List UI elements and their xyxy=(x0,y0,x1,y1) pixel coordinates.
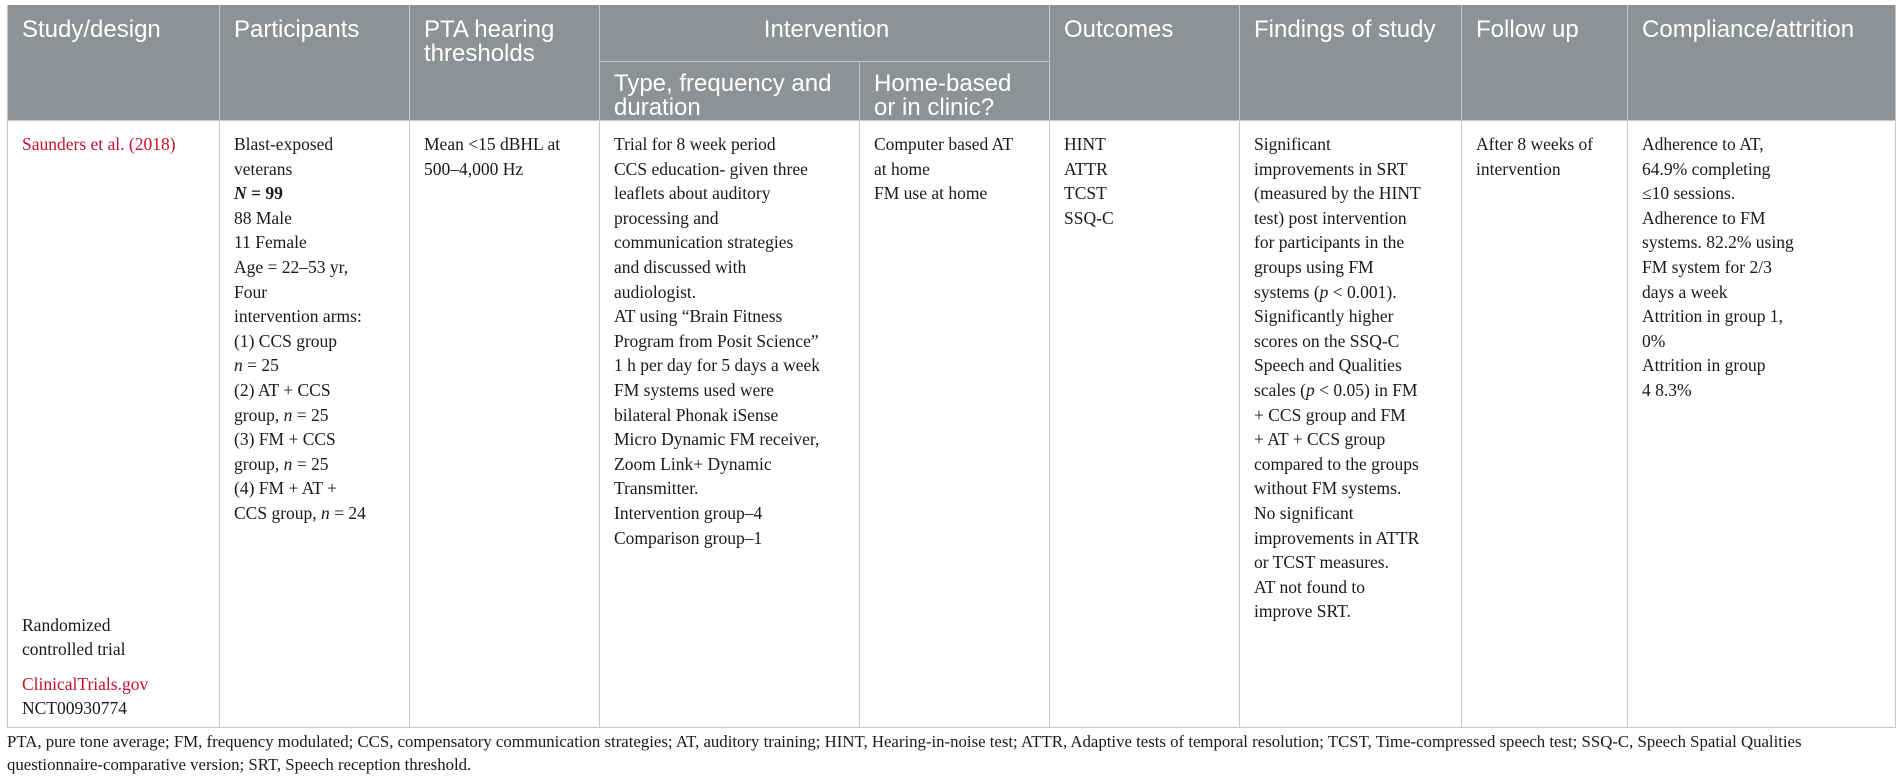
participants-line: (2) AT + CCS xyxy=(234,379,331,400)
findings-line: improvements in SRT xyxy=(1254,158,1408,179)
header-participants: Participants xyxy=(220,5,410,121)
type-line: Micro Dynamic FM receiver, xyxy=(614,429,820,450)
type-line: processing and xyxy=(614,207,719,228)
registry-link[interactable]: ClinicalTrials.gov xyxy=(22,673,149,694)
header-home-clinic: Home-based or in clinic? xyxy=(860,62,1050,121)
study-citation[interactable] xyxy=(22,132,209,157)
findings-line: Significantly higher xyxy=(1254,306,1394,327)
outcome-item: ATTR xyxy=(1064,158,1108,179)
type-line: FM systems used were xyxy=(614,379,774,400)
compliance-line: Adherence to AT, xyxy=(1642,134,1764,154)
findings-line: Significant xyxy=(1254,134,1331,154)
participants-line: n = 25 xyxy=(234,355,279,376)
header-compliance: Compliance/attrition xyxy=(1628,5,1896,121)
cell-outcomes xyxy=(1050,121,1240,728)
follow-line: After 8 weeks of xyxy=(1476,134,1594,154)
citation-author[interactable]: Saunders et al. ( xyxy=(22,134,135,154)
cell-follow-up xyxy=(1462,121,1628,728)
cell-pta xyxy=(410,121,600,728)
participants-line: veterans xyxy=(234,158,293,179)
findings-line: scores on the SSQ-C xyxy=(1254,330,1400,351)
home-line: at home xyxy=(874,158,930,179)
cell-study-design xyxy=(8,121,220,728)
findings-line: or TCST measures. xyxy=(1254,552,1389,573)
header-intervention: Intervention xyxy=(600,5,1050,62)
compliance-line: Attrition in group 1, xyxy=(1642,306,1783,327)
findings-line: + CCS group and FM xyxy=(1254,404,1406,425)
findings-line: for participants in the xyxy=(1254,232,1405,253)
header-row-top xyxy=(8,5,1896,62)
table-row xyxy=(8,121,1896,728)
findings-line: improve SRT. xyxy=(1254,601,1351,622)
cell-home-clinic xyxy=(860,121,1050,728)
home-line: Computer based AT xyxy=(874,134,1014,154)
header-pta: PTA hearing thresholds xyxy=(410,5,600,121)
findings-line: test) post intervention xyxy=(1254,207,1407,228)
type-line: Intervention group–4 xyxy=(614,502,763,523)
type-line: Transmitter. xyxy=(614,478,699,499)
findings-line: AT not found to xyxy=(1254,576,1366,597)
participants-line: group, n = 25 xyxy=(234,453,329,474)
type-line: bilateral Phonak iSense xyxy=(614,404,779,425)
findings-line: scales (p < 0.05) in FM xyxy=(1254,379,1418,400)
citation-year[interactable]: 2018 xyxy=(134,134,170,154)
compliance-line: 4 8.3% xyxy=(1642,379,1692,400)
type-line: AT using “Brain Fitness xyxy=(614,306,783,327)
compliance-line: systems. 82.2% using xyxy=(1642,232,1794,253)
outcome-item: TCST xyxy=(1064,183,1107,204)
compliance-line: days a week xyxy=(1642,281,1728,302)
type-line: Program from Posit Science” xyxy=(614,330,819,351)
citation-close: ) xyxy=(169,134,176,154)
type-line: leaflets about auditory xyxy=(614,183,771,204)
registry-id: NCT00930774 xyxy=(22,698,127,719)
type-line: 1 h per day for 5 days a week xyxy=(614,355,821,376)
type-line: Zoom Link+ Dynamic xyxy=(614,453,772,474)
pta-line: 500–4,000 Hz xyxy=(424,158,524,179)
home-line: FM use at home xyxy=(874,183,988,204)
findings-line: (measured by the HINT xyxy=(1254,183,1421,204)
findings-line: compared to the groups xyxy=(1254,453,1419,474)
compliance-line: 64.9% completing xyxy=(1642,158,1771,179)
design-line-1: Randomized xyxy=(22,614,111,635)
participants-n xyxy=(234,181,399,206)
header-follow-up: Follow up xyxy=(1462,5,1628,121)
n-label: N xyxy=(234,183,247,204)
participants-line: (4) FM + AT + xyxy=(234,478,338,499)
compliance-line: Attrition in group xyxy=(1642,355,1766,376)
header-findings: Findings of study xyxy=(1240,5,1462,121)
participants-line: CCS group, n = 24 xyxy=(234,502,366,523)
findings-line: groups using FM xyxy=(1254,256,1374,277)
participants-line: (3) FM + CCS xyxy=(234,429,336,450)
table-footnote: PTA, pure tone average; FM, frequency modulated; CCS, compensatory communication strategies; AT, auditory training; HINT, Hearing-in-noise test; ATTR, Adaptive tests of temporal resolution; TCST, Time-compressed speech test; SSQ-C, Speech Spatial Qualities questionnaire-comparative version; SRT, Speech reception threshold. xyxy=(7,732,1802,774)
cell-findings xyxy=(1240,121,1462,728)
header-type-frequency: Type, frequency and duration xyxy=(600,62,860,121)
outcome-item: SSQ-C xyxy=(1064,207,1114,228)
pta-line: Mean <15 dBHL at xyxy=(424,134,561,154)
type-line: communication strategies xyxy=(614,232,794,253)
participants-line: Blast-exposed xyxy=(234,134,334,154)
findings-line: No significant xyxy=(1254,502,1354,523)
participants-line: 11 Female xyxy=(234,232,307,253)
design-block xyxy=(22,613,148,721)
type-line: and discussed with xyxy=(614,256,747,277)
cell-compliance xyxy=(1628,121,1896,728)
participants-line: intervention arms: xyxy=(234,306,362,327)
compliance-line: Adherence to FM xyxy=(1642,207,1766,228)
type-line: CCS education- given three xyxy=(614,158,808,179)
cell-participants xyxy=(220,121,410,728)
participants-line: group, n = 25 xyxy=(234,404,329,425)
cell-type-frequency xyxy=(600,121,860,728)
header-outcomes: Outcomes xyxy=(1050,5,1240,121)
findings-line: Speech and Qualities xyxy=(1254,355,1402,376)
findings-line: without FM systems. xyxy=(1254,478,1402,499)
findings-line: + AT + CCS group xyxy=(1254,429,1386,450)
n-value: = 99 xyxy=(246,183,283,204)
type-line: Trial for 8 week period xyxy=(614,134,776,154)
participants-line: Age = 22–53 yr, xyxy=(234,256,349,277)
header-study-design: Study/design xyxy=(8,5,220,121)
participants-line: 88 Male xyxy=(234,207,292,228)
compliance-line: 0% xyxy=(1642,330,1666,351)
compliance-line: FM system for 2/3 xyxy=(1642,256,1772,277)
compliance-line: ≤10 sessions. xyxy=(1642,183,1736,204)
design-line-2: controlled trial xyxy=(22,639,126,660)
type-line: audiologist. xyxy=(614,281,697,302)
findings-line: systems (p < 0.001). xyxy=(1254,281,1397,302)
participants-line: (1) CCS group xyxy=(234,330,338,351)
study-table xyxy=(7,5,1896,728)
outcome-item: HINT xyxy=(1064,134,1106,154)
participants-line: Four xyxy=(234,281,268,302)
type-line: Comparison group–1 xyxy=(614,527,763,548)
findings-line: improvements in ATTR xyxy=(1254,527,1420,548)
follow-line: intervention xyxy=(1476,158,1561,179)
